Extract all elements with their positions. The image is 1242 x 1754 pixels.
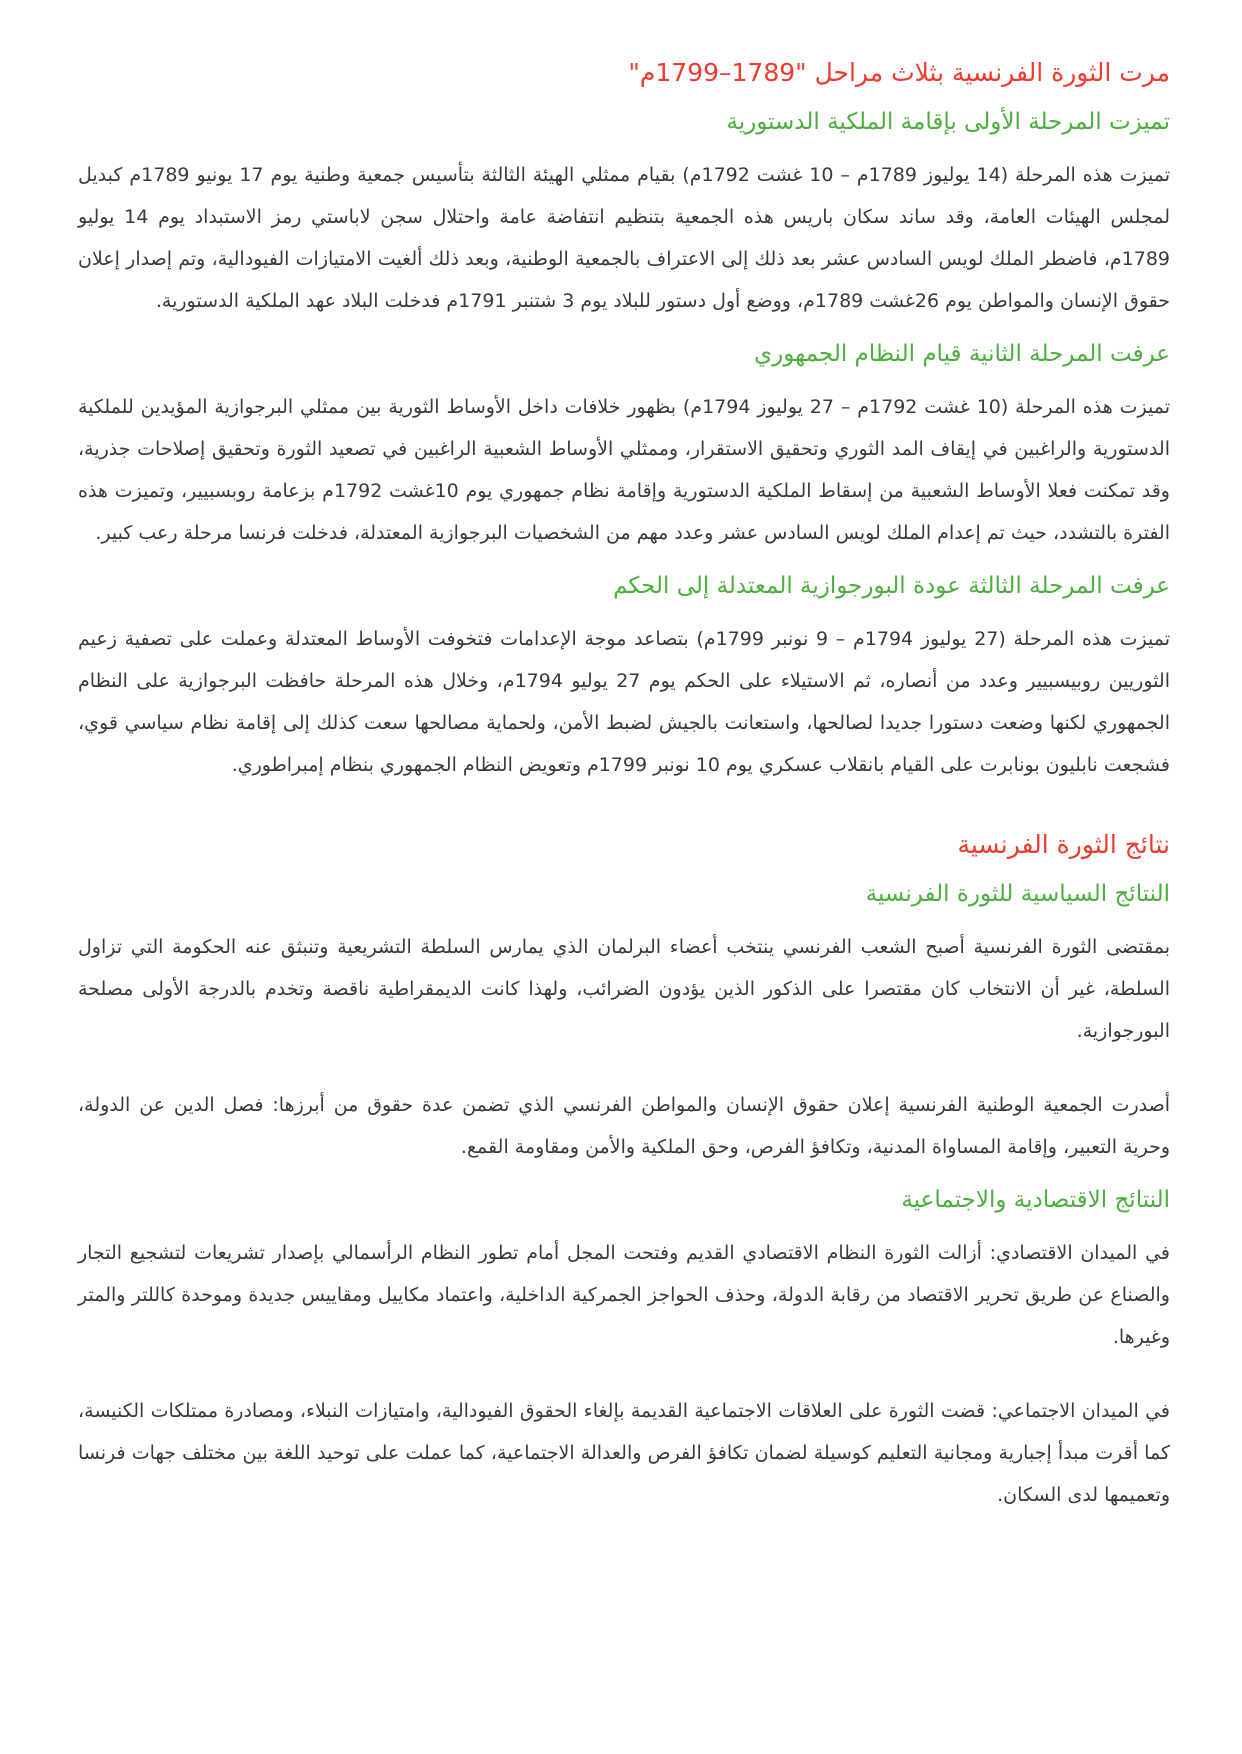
phase1-heading: تميزت المرحلة الأولى بإقامة الملكية الدستورية — [726, 109, 1170, 135]
political-results-heading: النتائج السياسية للثورة الفرنسية — [865, 881, 1170, 907]
results-title: نتائج الثورة الفرنسية — [957, 830, 1170, 859]
social-paragraph: في الميدان الاجتماعي: قضت الثورة على العلاقات الاجتماعية القديمة بإلغاء الحقوق الفيودالية، وامتيازات النبلاء، ومصادرة ممتلكات الكنيسة، كما أقرت مبدأ إجبارية ومجانية التعليم كوسيلة لضمان تكافؤ الفرص والعدالة الاجتماعية، كما عملت على توحيد اللغة بين مختلف جهات فرنسا وتعميمها لدى السكان. — [78, 1400, 1170, 1506]
phase3-paragraph: تميزت هذه المرحلة (27 يوليوز 1794م – 9 نونبر 1799م) بتصاعد موجة الإعدامات فتخوفت الأوساط المعتدلة وعملت على تصفية زعيم الثوريين روبيسبيير وعدد من أنصاره، ثم الاستيلاء على الحكم يوم 27 يوليو 1794م، وخلال هذه المرحلة حافظت البرجوازية على النظام الجمهوري لكنها وضعت دستورا جديدا لصالحها، واستعانت بالجيش لضبط الأمن، ولحماية مصالحها سعت كذلك إلى إقامة نظام سياسي قوي، فشجعت نابليون بونابرت على القيام بانقلاب عسكري يوم 10 نونبر 1799م وتعويض النظام الجمهوري بنظام إمبراطوري. — [78, 628, 1171, 776]
phases-title: مرت الثورة الفرنسية بثلاث مراحل "1789–1799م" — [628, 58, 1170, 87]
paragraph-spacer — [78, 1066, 1170, 1084]
economic-social-results-heading: النتائج الاقتصادية والاجتماعية — [901, 1187, 1170, 1213]
phase1-paragraph: تميزت هذه المرحلة (14 يوليوز 1789م – 10 غشت 1792م) بقيام ممثلي الهيئة الثالثة بتأسيس جمعية وطنية يوم 17 يونيو 1789م كبديل لمجلس الهيئات العامة، وقد ساند سكان باريس هذه الجمعية بتنظيم انتفاضة عامة واحتلال سجن لاباستي رمز الاستبداد يوم 14 يوليو 1789م، فاضطر الملك لويس السادس عشر بعد ذلك إلى الاعتراف بالجمعية الوطنية، وبعد ذلك ألغيت الامتيازات الفيودالية، وتم إصدار إعلان حقوق الإنسان والمواطن يوم 26غشت 1789م، ووضع أول دستور للبلاد يوم 3 شتنبر 1791م فدخلت البلاد عهد الملكية الدستورية. — [78, 164, 1171, 312]
economic-paragraph: في الميدان الاقتصادي: أزالت الثورة النظام الاقتصادي القديم وفتحت المجل أمام تطور النظام الرأسمالي بإصدار تشريعات لتشجيع التجار والصناع عن طريق تحرير الاقتصاد من رقابة الدولة، وحذف الحواجز الجمركية الداخلية، واعتماد مكاييل ومقاييس جديدة وموحدة كاللتر والمتر وغيرها. — [78, 1242, 1170, 1348]
political-paragraph-1: بمقتضى الثورة الفرنسية أصبح الشعب الفرنسي ينتخب أعضاء البرلمان الذي يمارس السلطة التشريعية وتنبثق عنه الحكومة التي تزاول السلطة، غير أن الانتخاب كان مقتصرا على الذكور الذين يؤدون الضرائب، ولهذا كانت الديمقراطية ناقصة وتخدم بالدرجة الأولى مصلحة البورجوازية. — [78, 936, 1170, 1042]
phase2-paragraph: تميزت هذه المرحلة (10 غشت 1792م – 27 يوليوز 1794م) بظهور خلافات داخل الأوساط الثورية بين ممثلي البرجوازية المؤيدين للملكية الدستورية والراغبين في إيقاف المد الثوري وتحقيق الاستقرار، وممثلي الأوساط الشعبية الراغبين في تصعيد الثورة وتحقيق إصلاحات جذرية، وقد تمكنت فعلا الأوساط الشعبية من إسقاط الملكية الدستورية وإقامة نظام جمهوري يوم 10غشت 1792م بزعامة روبسبيير، وتميزت هذه الفترة بالتشدد، حيث تم إعدام الملك لويس السادس عشر وعدد مهم من الشخصيات البرجوازية المعتدلة، فدخلت فرنسا مرحلة رعب كبير. — [78, 396, 1171, 544]
phase2-heading: عرفت المرحلة الثانية قيام النظام الجمهوري — [754, 341, 1170, 367]
section-spacer — [78, 800, 1170, 822]
phase3-heading: عرفت المرحلة الثالثة عودة البورجوازية المعتدلة إلى الحكم — [613, 573, 1170, 599]
paragraph-spacer — [78, 1372, 1170, 1390]
political-paragraph-2: أصدرت الجمعية الوطنية الفرنسية إعلان حقوق الإنسان والمواطن الفرنسي الذي تضمن عدة حقوق من أبرزها: فصل الدين عن الدولة، وحرية التعبير، وإقامة المساواة المدنية، وتكافؤ الفرص، وحق الملكية والأمن ومقاومة القمع. — [78, 1094, 1170, 1158]
